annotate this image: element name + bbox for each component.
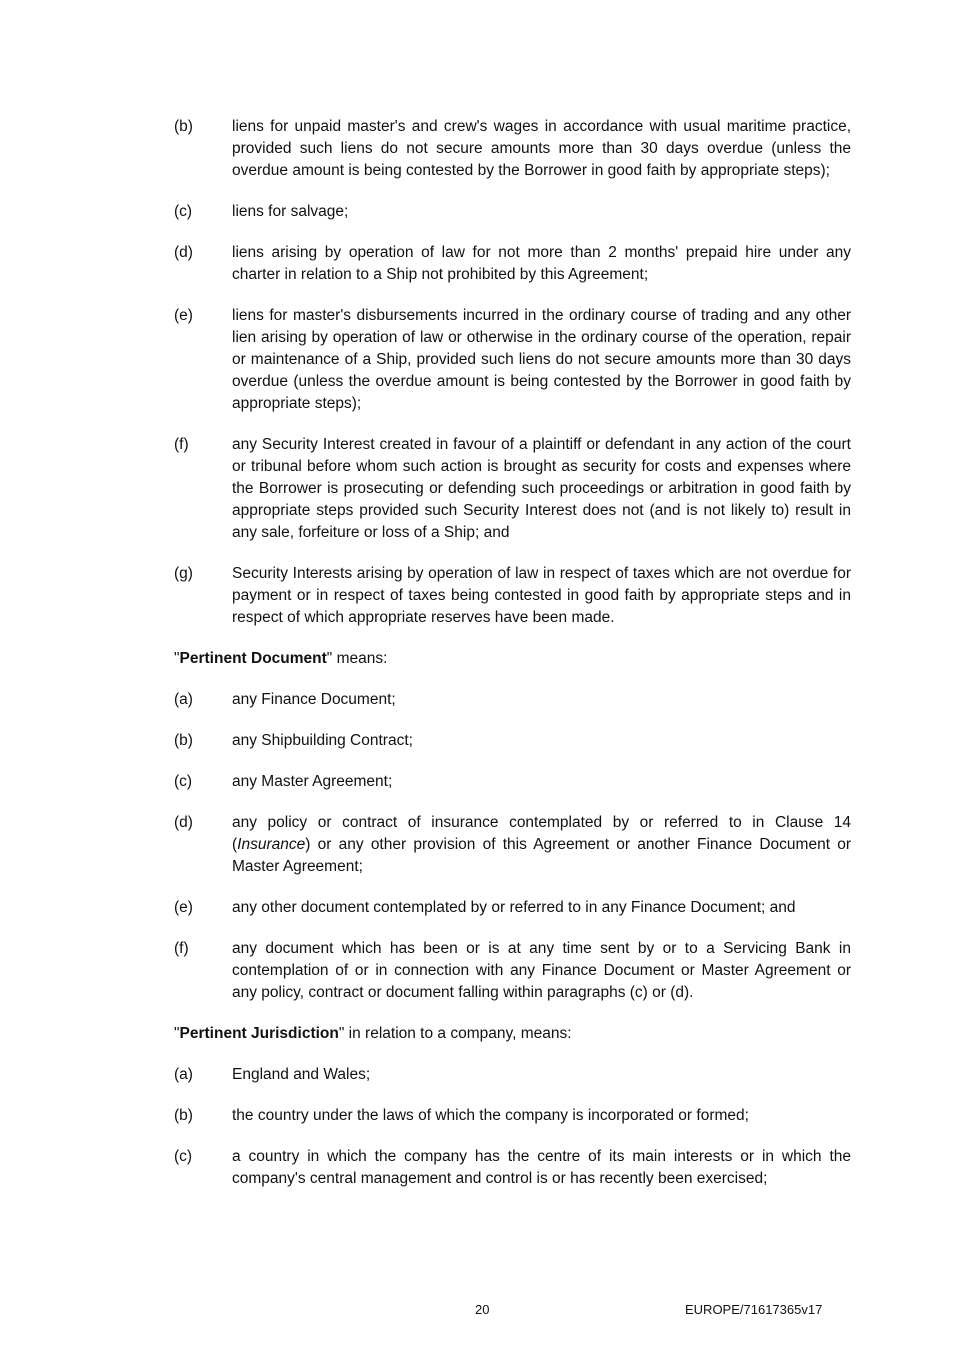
definition-pertinent-jurisdiction bbox=[174, 1023, 851, 1045]
clause-reference: Insurance bbox=[237, 836, 306, 853]
list-item bbox=[174, 730, 851, 752]
page-number: 20 bbox=[475, 1302, 490, 1317]
document-reference: EUROPE/71617365v17 bbox=[685, 1302, 823, 1317]
definition-pertinent-document bbox=[174, 648, 851, 670]
list-item-label: (a) bbox=[174, 1066, 193, 1083]
list-item bbox=[174, 201, 851, 223]
list-item-label: (a) bbox=[174, 691, 193, 708]
list-item bbox=[174, 897, 851, 919]
list-item-text: any Finance Document; bbox=[232, 691, 396, 708]
list-item-label: (d) bbox=[174, 244, 193, 261]
list-item bbox=[174, 242, 851, 286]
list-item-text: liens for unpaid master's and crew's wages in accordance with usual maritime practice, provided such liens do not secure amounts more than 30 days overdue (unless the overdue amount is being contested by the Borrower in good faith by appropriate steps); bbox=[232, 118, 851, 179]
list-item bbox=[174, 938, 851, 1004]
list-item bbox=[174, 116, 851, 182]
list-item bbox=[174, 1064, 851, 1086]
list-item-text: liens for master's disbursements incurred in the ordinary course of trading and any other lien arising by operation of law or otherwise in the ordinary course of the operation, repair or maintenance of a Ship, provided such liens do not secure amounts more than 30 days overdue (unless the overdue amount is being contested by the Borrower in good faith by appropriate steps); bbox=[232, 307, 851, 412]
list-item-text: any Security Interest created in favour of a plaintiff or defendant in any action of the court or tribunal before whom such action is brought as security for costs and expenses where the Borrower is prosecuting or defending such proceedings or arbitration in good faith by appropriate steps provided such Security Interest does not (and is not likely to) result in any sale, forfeiture or loss of a Ship; and bbox=[232, 436, 851, 541]
defined-term: Pertinent Jurisdiction bbox=[179, 1025, 339, 1042]
document-body bbox=[174, 116, 851, 1209]
list-item-text: England and Wales; bbox=[232, 1066, 371, 1083]
list-item-text: any other document contemplated by or referred to in any Finance Document; and bbox=[232, 899, 796, 916]
list-item-label: (b) bbox=[174, 1107, 193, 1124]
list-item-label: (c) bbox=[174, 203, 193, 220]
list-item-text: a country in which the company has the centre of its main interests or in which the company's central management and control is or has recently been exercised; bbox=[232, 1148, 851, 1187]
list-item-label: (e) bbox=[174, 307, 193, 324]
list-item-text: any Master Agreement; bbox=[232, 773, 393, 790]
definition-open-quote: " bbox=[174, 650, 180, 667]
list-item bbox=[174, 434, 851, 544]
text-segment: ) or any other provision of this Agreement or another Finance Document or Master Agreement; bbox=[232, 836, 851, 875]
list-item bbox=[174, 1105, 851, 1127]
list-item-text: liens for salvage; bbox=[232, 203, 349, 220]
list-item-label: (b) bbox=[174, 118, 193, 135]
list-item bbox=[174, 563, 851, 629]
list-item bbox=[174, 1146, 851, 1190]
text-segment: any policy or contract of insurance contemplated by or referred to in Clause 14 ( bbox=[232, 814, 851, 853]
defined-term: Pertinent Document bbox=[179, 650, 327, 667]
list-item-text: any document which has been or is at any time sent by or to a Servicing Bank in contemplation of or in connection with any Finance Document or Master Agreement or any policy, contract or document falling within paragraphs (c) or (d). bbox=[232, 940, 851, 1001]
definition-intro: " means: bbox=[326, 650, 388, 667]
list-item bbox=[174, 771, 851, 793]
list-item-label: (c) bbox=[174, 773, 193, 790]
list-item-text: liens arising by operation of law for not more than 2 months' prepaid hire under any charter in relation to a Ship not prohibited by this Agreement; bbox=[232, 244, 851, 283]
list-item-label: (g) bbox=[174, 565, 193, 582]
list-item bbox=[174, 305, 851, 415]
list-item-label: (e) bbox=[174, 899, 193, 916]
definition-open-quote: " bbox=[174, 1025, 180, 1042]
list-item-label: (d) bbox=[174, 814, 193, 831]
list-item-text: Security Interests arising by operation of law in respect of taxes which are not overdue for payment or in respect of taxes being contested in good faith by appropriate steps and in respect of which appropriate reserves have been made. bbox=[232, 565, 851, 626]
list-item-text: any Shipbuilding Contract; bbox=[232, 732, 413, 749]
list-item bbox=[174, 689, 851, 711]
list-item bbox=[174, 812, 851, 878]
list-item-label: (b) bbox=[174, 732, 193, 749]
list-item-text: the country under the laws of which the company is incorporated or formed; bbox=[232, 1107, 749, 1124]
definition-intro: " in relation to a company, means: bbox=[338, 1025, 572, 1042]
list-item-label: (f) bbox=[174, 940, 189, 957]
list-item-label: (c) bbox=[174, 1148, 193, 1165]
list-item-text bbox=[232, 812, 851, 878]
list-item-label: (f) bbox=[174, 436, 189, 453]
